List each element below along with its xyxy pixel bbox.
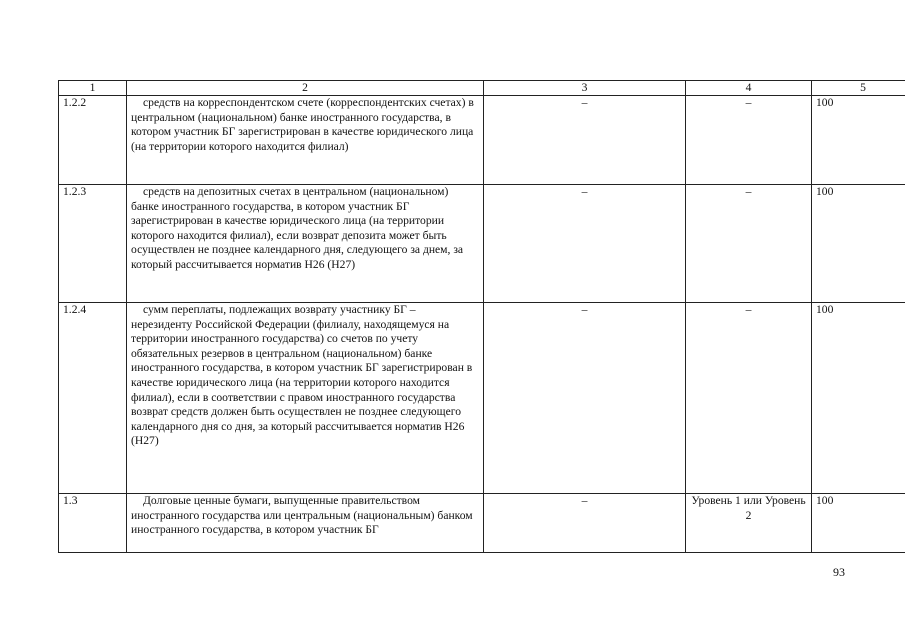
header-col-4: 4: [686, 81, 812, 96]
row-number: 1.2.2: [59, 96, 127, 185]
row-description: Долговые ценные бумаги, выпущенные правительством иностранного государства или центральным (национальным) банком иностранного государства, в котором участник БГ: [127, 494, 484, 553]
row-description: средств на корреспондентском счете (корреспондентских счетах) в центральном (национальном) банке иностранного государства, в котором участник БГ зарегистрирован в качестве юридического лица (на территории которого находится филиал): [127, 96, 484, 185]
row-col4-value: –: [686, 303, 812, 494]
table-row: [59, 494, 905, 553]
table-row: [59, 303, 905, 494]
table-header-row: [59, 81, 905, 96]
row-col3-value: –: [484, 185, 686, 303]
row-col5-value: 100: [812, 185, 905, 303]
header-col-3: 3: [484, 81, 686, 96]
header-col-5: 5: [812, 81, 905, 96]
row-description: сумм переплаты, подлежащих возврату участнику БГ – нерезиденту Российской Федерации (филиалу, находящемуся на территории иностранного государства) со счетов по учету обязательных резервов в центральном (национальном) банке иностранного государства, в котором участник БГ зарегистрирован в качестве юридического лица (на территории которого находится филиал), если в соответствии с правом иностранного государства возврат средств должен быть осуществлен не позднее следующего календарного дня со дня, за который рассчитывается норматив Н26 (Н27): [127, 303, 484, 494]
row-col4-value: –: [686, 185, 812, 303]
row-col3-value: –: [484, 303, 686, 494]
row-col3-value: –: [484, 494, 686, 553]
row-col4-value: –: [686, 96, 812, 185]
row-number: 1.2.3: [59, 185, 127, 303]
row-number: 1.2.4: [59, 303, 127, 494]
row-col3-value: –: [484, 96, 686, 185]
row-col4-value: Уровень 1 или Уровень 2: [686, 494, 812, 553]
row-col5-value: 100: [812, 303, 905, 494]
table-row: [59, 185, 905, 303]
page-number: 93: [833, 565, 845, 579]
header-col-1: 1: [59, 81, 127, 96]
table-row: [59, 96, 905, 185]
row-number: 1.3: [59, 494, 127, 553]
row-description: средств на депозитных счетах в центральном (национальном) банке иностранного государства, в котором участник БГ зарегистрирован в качестве юридического лица (на территории которого находится филиал), если возврат депозита может быть осуществлен не позднее календарного дня, следующего за днем, за который рассчитывается норматив Н26 (Н27): [127, 185, 484, 303]
row-col5-value: 100: [812, 96, 905, 185]
header-col-2: 2: [127, 81, 484, 96]
document-table: [58, 80, 905, 553]
row-col5-value: 100: [812, 494, 905, 553]
